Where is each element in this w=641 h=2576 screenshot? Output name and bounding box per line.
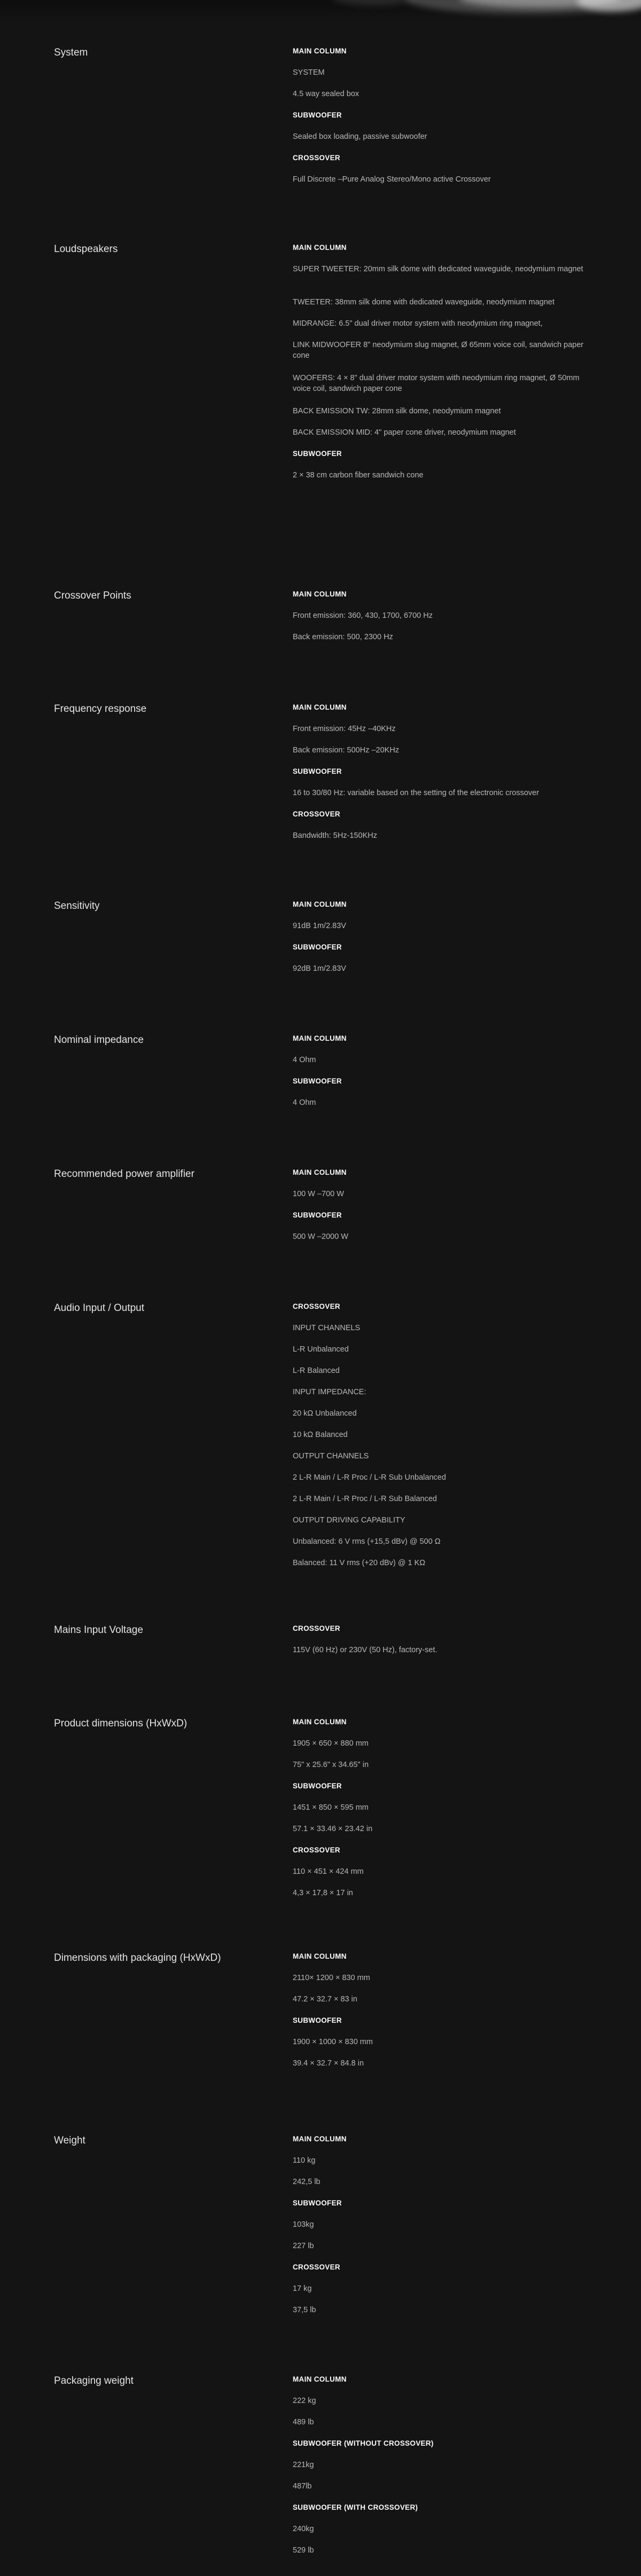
spec-group-label: MAIN COLUMN: [293, 1168, 347, 1176]
spec-details: [293, 242, 592, 491]
spec-value: 500 W –2000 W: [293, 1232, 348, 1241]
spec-value: Unbalanced: 6 V rms (+15,5 dBv) @ 500 Ω: [293, 1537, 441, 1546]
spec-value: Sealed box loading, passive subwoofer: [293, 132, 427, 141]
spec-value: 2 × 38 cm carbon fiber sandwich cone: [293, 471, 424, 480]
spec-value: 222 kg: [293, 2397, 316, 2405]
spec-details: [293, 899, 592, 985]
spec-value: L-R Unbalanced: [293, 1345, 349, 1354]
spec-value: 47.2 × 32.7 × 83 in: [293, 1995, 357, 2004]
spec-value: WOOFERS: 4 × 8" dual driver motor system with neodymium ring magnet, Ø 50mm voice coil, sandwich paper cone: [293, 374, 580, 393]
spec-section-title: Mains Input Voltage: [54, 1624, 143, 1636]
spec-details: [293, 1951, 592, 2079]
spec-details: [293, 1301, 592, 1579]
spec-value: Bandwidth: 5Hz-150KHz: [293, 831, 377, 840]
spec-group-label: SUBWOOFER: [293, 1782, 342, 1790]
spec-group-label: MAIN COLUMN: [293, 703, 347, 711]
spec-value: 10 kΩ Balanced: [293, 1431, 348, 1439]
spec-value: BACK EMISSION TW: 28mm silk dome, neodymium magnet: [293, 407, 501, 415]
spec-group-label: MAIN COLUMN: [293, 244, 347, 252]
spec-value: BACK EMISSION MID: 4" paper cone driver, neodymium magnet: [293, 428, 516, 437]
spec-group-label: SUBWOOFER: [293, 2199, 342, 2207]
spec-group-label: CROSSOVER: [293, 154, 340, 162]
spec-group-label: MAIN COLUMN: [293, 900, 347, 908]
spec-value: MIDRANGE: 6.5" dual driver motor system with neodymium ring magnet,: [293, 319, 543, 328]
spec-value: 489 lb: [293, 2418, 314, 2426]
spec-value: Balanced: 11 V rms (+20 dBv) @ 1 KΩ: [293, 1559, 426, 1567]
spec-group-label: CROSSOVER: [293, 810, 340, 818]
spec-section-title: Sensitivity: [54, 900, 100, 912]
spec-group-label: MAIN COLUMN: [293, 47, 347, 55]
spec-value: Front emission: 45Hz –40KHz: [293, 725, 396, 733]
spec-section-title: Packaging weight: [54, 2375, 134, 2386]
spec-value: 91dB 1m/2.83V: [293, 922, 346, 930]
spec-section-title: Crossover Points: [54, 590, 131, 601]
spec-value: 1900 × 1000 × 830 mm: [293, 2038, 373, 2046]
spec-value: Back emission: 500, 2300 Hz: [293, 633, 393, 641]
spec-value: 57.1 × 33.46 × 23.42 in: [293, 1825, 373, 1833]
spec-value: 1905 × 650 × 880 mm: [293, 1739, 369, 1748]
spec-value: 75" x 25.6" x 34.65" in: [293, 1761, 369, 1769]
spec-group-label: MAIN COLUMN: [293, 590, 347, 598]
spec-value: 4 Ohm: [293, 1056, 316, 1064]
spec-group-label: MAIN COLUMN: [293, 2375, 347, 2383]
spec-group-label: MAIN COLUMN: [293, 2135, 347, 2143]
spec-group-label: MAIN COLUMN: [293, 1952, 347, 1960]
spec-group-label: SUBWOOFER: [293, 1211, 342, 1219]
spec-value: 240kg: [293, 2525, 314, 2533]
spec-value: SYSTEM: [293, 68, 325, 77]
spec-value: INPUT CHANNELS: [293, 1324, 361, 1332]
spec-value: 487lb: [293, 2482, 312, 2491]
spec-value: 529 lb: [293, 2546, 314, 2555]
spec-value: 242,5 lb: [293, 2178, 320, 2186]
spec-group-label: MAIN COLUMN: [293, 1718, 347, 1726]
spec-group-label: CROSSOVER: [293, 1624, 340, 1632]
spec-section-title: Dimensions with packaging (HxWxD): [54, 1952, 221, 1964]
spec-value: 100 W –700 W: [293, 1190, 344, 1198]
spec-group-label: SUBWOOFER: [293, 2016, 342, 2024]
spec-details: [293, 2374, 592, 2566]
spec-group-label: SUBWOOFER: [293, 767, 342, 775]
header-image-strip: [0, 0, 641, 22]
spec-value: 17 kg: [293, 2284, 312, 2293]
spec-group-label: CROSSOVER: [293, 2263, 340, 2271]
spec-value: LINK MIDWOOFER 8" neodymium slug magnet, Ø 65mm voice coil, sandwich paper cone: [293, 341, 584, 360]
spec-group-label: SUBWOOFER: [293, 1077, 342, 1085]
spec-value: INPUT IMPEDANCE:: [293, 1388, 366, 1396]
spec-value: 2110× 1200 × 830 mm: [293, 1974, 370, 1982]
spec-details: [293, 589, 592, 653]
spec-value: 2 L-R Main / L-R Proc / L-R Sub Balanced: [293, 1495, 437, 1503]
spec-value: Front emission: 360, 430, 1700, 6700 Hz: [293, 611, 433, 620]
spec-details: [293, 46, 592, 195]
spec-group-label: CROSSOVER: [293, 1302, 340, 1310]
spec-details: [293, 702, 592, 852]
spec-section-title: Loudspeakers: [54, 244, 118, 255]
spec-details: [293, 1623, 592, 1666]
spec-value: 4 Ohm: [293, 1098, 316, 1107]
spec-details: [293, 1167, 592, 1253]
spec-value: 115V (60 Hz) or 230V (50 Hz), factory-set.: [293, 1646, 437, 1654]
spec-value: OUTPUT CHANNELS: [293, 1452, 369, 1460]
spec-section-title: Product dimensions (HxWxD): [54, 1718, 187, 1729]
spec-group-label: SUBWOOFER: [293, 111, 342, 119]
spec-value: L-R Balanced: [293, 1366, 340, 1375]
spec-section-title: Weight: [54, 2135, 85, 2146]
spec-value: 4,3 × 17,8 × 17 in: [293, 1889, 353, 1897]
spec-section-title: Frequency response: [54, 703, 147, 714]
spec-value: 110 × 451 × 424 mm: [293, 1867, 364, 1876]
spec-value: 39.4 × 32.7 × 84.8 in: [293, 2059, 364, 2068]
spec-value: 16 to 30/80 Hz: variable based on the setting of the electronic crossover: [293, 789, 540, 797]
spec-value: 1451 × 850 × 595 mm: [293, 1803, 369, 1812]
spec-group-label: CROSSOVER: [293, 1846, 340, 1854]
spec-value: SUPER TWEETER: 20mm silk dome with dedicated waveguide, neodymium magnet: [293, 265, 583, 273]
spec-value: 221kg: [293, 2461, 314, 2469]
spec-group-label: SUBWOOFER: [293, 943, 342, 951]
spec-value: 4.5 way sealed box: [293, 90, 359, 98]
spec-value: 37,5 lb: [293, 2306, 316, 2314]
spec-group-label: SUBWOOFER: [293, 450, 342, 458]
spec-value: OUTPUT DRIVING CAPABILITY: [293, 1516, 405, 1525]
spec-group-label: SUBWOOFER (WITH CROSSOVER): [293, 2503, 418, 2511]
spec-section-title: Audio Input / Output: [54, 1302, 145, 1314]
spec-details: [293, 2134, 592, 2326]
spec-value: 20 kΩ Unbalanced: [293, 1409, 357, 1418]
spec-group-label: SUBWOOFER (WITHOUT CROSSOVER): [293, 2439, 434, 2447]
spec-details: [293, 1033, 592, 1119]
spec-value: 103kg: [293, 2220, 314, 2229]
spec-details: [293, 1717, 592, 1909]
spec-value: 227 lb: [293, 2242, 314, 2250]
spec-value: Back emission: 500Hz –20KHz: [293, 746, 400, 755]
spec-value: 110 kg: [293, 2156, 316, 2165]
spec-value: 92dB 1m/2.83V: [293, 964, 346, 973]
spec-section-title: System: [54, 47, 88, 58]
spec-section-title: Recommended power amplifier: [54, 1168, 194, 1180]
spec-group-label: MAIN COLUMN: [293, 1034, 347, 1042]
spec-value: TWEETER: 38mm silk dome with dedicated waveguide, neodymium magnet: [293, 298, 554, 307]
spec-value: 2 L-R Main / L-R Proc / L-R Sub Unbalanced: [293, 1473, 446, 1482]
spec-value: Full Discrete –Pure Analog Stereo/Mono active Crossover: [293, 175, 491, 184]
spec-section-title: Nominal impedance: [54, 1034, 144, 1046]
